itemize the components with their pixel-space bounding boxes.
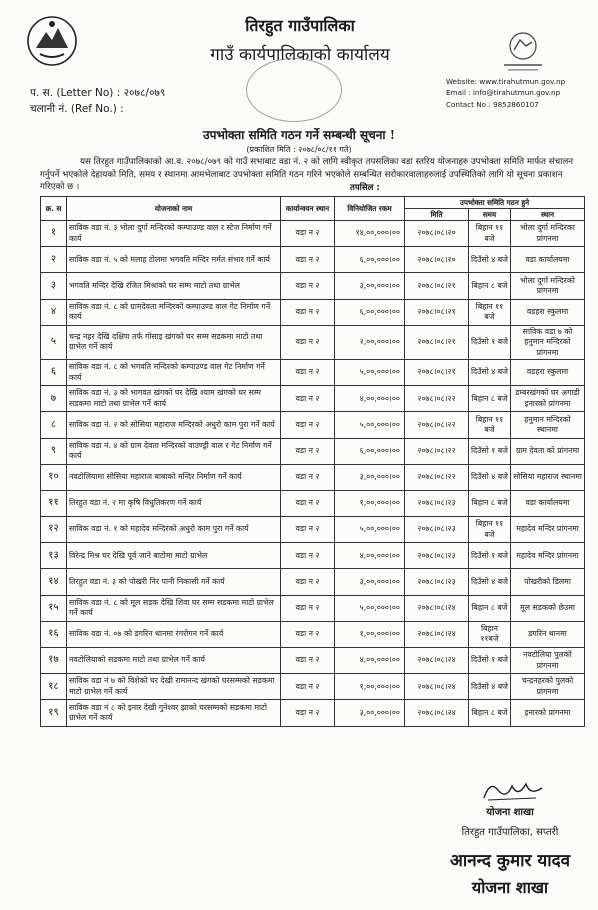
table-row — [41, 621, 585, 647]
cell-date: २०७८।०८।२२ — [405, 412, 469, 438]
table-row — [41, 247, 585, 273]
cell-place: भोला दुर्गा मन्दिरको प्रांगनमा — [511, 273, 585, 299]
header-budget: विनियोजित रकम — [335, 197, 405, 221]
cell-budget: ५,००,०००।०० — [335, 412, 405, 438]
handwritten-signature — [478, 776, 548, 804]
cell-time: दिउँसो ४ बजे — [469, 674, 511, 700]
cell-time: बिहान ८ बजे — [469, 700, 511, 726]
cell-date: २०७८।०८।२४ — [405, 674, 469, 700]
website: Website: www.tirahutmun.gov.np — [446, 77, 566, 86]
email: Email : info@tirahutmun.gov.np — [446, 88, 561, 98]
table-row — [41, 221, 585, 247]
table-row — [41, 674, 585, 700]
municipality-logo-icon — [492, 30, 554, 74]
table-row — [41, 273, 585, 299]
cell-time: बिहान ८ बजे — [469, 595, 511, 621]
cell-sn: २ — [41, 247, 67, 273]
cell-place: वडहरा स्कुलमा — [511, 359, 585, 385]
signature-office: तिरहुत गाउँपालिका, सप्तरी — [461, 827, 559, 838]
header-location: कार्यान्वयन स्थान — [281, 197, 335, 221]
cell-ward: वडा न २ — [281, 359, 335, 385]
cell-place: भोला दुर्गा मन्दिरका प्रांगनमा — [511, 221, 585, 247]
cell-ward: वडा न २ — [281, 490, 335, 516]
cell-sn: १२ — [41, 517, 67, 543]
cell-budget: २,००,०००।०० — [335, 325, 405, 359]
cell-place: नवटोलिया पुलको प्रांगनमा — [511, 648, 585, 674]
cell-date: २०७८।०८।२२ — [405, 464, 469, 490]
cell-sn: १ — [41, 221, 67, 247]
table-row — [41, 325, 585, 359]
cell-name: साविक वडा नं. ८ को मूल सडक देखि शिवा घर सम्म सडकमा माटो ग्राभेल गर्ने कार्य — [67, 595, 281, 621]
cell-date: २०७८।०८।२१ — [405, 325, 469, 359]
table-row — [41, 648, 585, 674]
notice-intro: यस तिरहुत गाउँपालिकाको आ.व. २०७८/०७९ को गाउँ सभाबाट वडा नं. २ को लागि स्वीकृत तपसलिका वडा स्तरिय योजनाहरु उपभोक्ता समिति मार्फत संचालन गर्नुपर्ने भएकोले देहायको मिति, समय र स्थानमा आमभेलाबाट उपभोक्ता समिति गठन गरिने भएकोले सम्बन्धित सरोकारवालाहरुलाई उपस्थितिको लागि यो सूचना प्रकाशन गरिएको छ । — [40, 157, 574, 193]
table-row — [41, 490, 585, 516]
cell-name: साविक वडा नं. ४ को ग्राम देवता मन्दिरको वाउण्ड्री वाल र गेट निर्माण गर्ने कार्य — [67, 438, 281, 464]
cell-name: साविक वडा नं. ०७ को डगरिन थानमा रंगरोगन गर्ने कार्य — [67, 621, 281, 647]
cell-time: बिहान ११बजे — [469, 621, 511, 647]
signatory-section: योजना शाखा — [471, 878, 549, 897]
cell-budget: १,००,०००।०० — [335, 674, 405, 700]
cell-ward: वडा न २ — [281, 464, 335, 490]
office-name: गाउँ कार्यपालिकाको कार्यालय — [210, 45, 390, 65]
cell-time: दिउँसो १ बजे — [469, 438, 511, 464]
cell-budget: १,००,०००।०० — [335, 490, 405, 516]
cell-budget: ४,००,०००।०० — [335, 648, 405, 674]
header-name: योजनाको नाम — [67, 197, 281, 221]
cell-date: २०७८।०८।२३ — [405, 569, 469, 595]
contact-box — [446, 76, 578, 112]
cell-name: साविक वडा नं ८ को इनार देखी गुनेश्वर झाको घरसम्मको सडकमा माटो ग्राभेल गर्ने कार्य — [67, 700, 281, 726]
cell-time: बिहान ११ बजे — [469, 221, 511, 247]
cell-time: दिउँसो १ बजे — [469, 543, 511, 569]
cell-sn: ७ — [41, 386, 67, 412]
cell-ward: वडा न २ — [281, 674, 335, 700]
cell-place: ग्राम देवता को प्रांगनमा — [511, 438, 585, 464]
cell-date: २०७८।०८।२४ — [405, 621, 469, 647]
cell-place: इनारको प्रांगनमा — [511, 700, 585, 726]
cell-date: २०७८।०८।२१ — [405, 299, 469, 325]
cell-name: भगवति मन्दिर देखि रंजित मिश्राको घर सम्म माटो तथा ग्राभेल — [67, 273, 281, 299]
cell-ward: वडा न २ — [281, 386, 335, 412]
cell-sn: ११ — [41, 490, 67, 516]
cell-budget: ४,००,०००।०० — [335, 543, 405, 569]
nepal-emblem-icon — [26, 14, 78, 68]
header-group: उपभोक्ता समिति गठन हुने — [405, 197, 585, 209]
cell-ward: वडा न २ — [281, 700, 335, 726]
cell-sn: १६ — [41, 621, 67, 647]
cell-ward: वडा न २ — [281, 569, 335, 595]
details-label: तपसिल : — [350, 183, 380, 193]
cell-date: २०७८।०८।२४ — [405, 700, 469, 726]
cell-sn: १४ — [41, 569, 67, 595]
cell-place: वडा कार्यालयमा — [511, 490, 585, 516]
cell-time: दिउँसो ४ बजे — [469, 569, 511, 595]
cell-sn: १८ — [41, 674, 67, 700]
cell-budget: ३,००,०००।०० — [335, 700, 405, 726]
cell-budget: ६,००,०००।०० — [335, 438, 405, 464]
cell-sn: १७ — [41, 648, 67, 674]
cell-name: तिरहुत वडा नं. ३ को पोखरी निर पानी निकासी गर्ने कार्य — [67, 569, 281, 595]
cell-date: २०७८।०८।२२ — [405, 386, 469, 412]
cell-budget: १,००,०००।०० — [335, 621, 405, 647]
cell-time: बिहान ८ बजे — [469, 490, 511, 516]
cell-budget: १४,००,०००।०० — [335, 221, 405, 247]
cell-place: डम्बरखंगको घर अगाडी इनारको प्रांगनमा — [511, 386, 585, 412]
cell-place: वडहरा स्कुलमा — [511, 299, 585, 325]
cell-time: दिउँसो ४ बजे — [469, 359, 511, 385]
header-sn: क्र. स — [41, 197, 67, 221]
cell-sn: १५ — [41, 595, 67, 621]
cell-sn: ६ — [41, 359, 67, 385]
cell-sn: ५ — [41, 325, 67, 359]
office-seal — [246, 58, 342, 122]
contact-number: Contact No : 9852860107 — [446, 99, 539, 109]
cell-sn: ४ — [41, 299, 67, 325]
cell-name: साविक वडा नं. १ को महादेव मन्दिरको अधुरो काम पुरा गर्ने कार्य — [67, 517, 281, 543]
cell-date: २०७८।०८।२३ — [405, 543, 469, 569]
cell-name: विरेन्द्र मिश्र घर देखि पूर्व जाने बाटोमा माटो ग्राभेल — [67, 543, 281, 569]
cell-budget: ६,००,०००।०० — [335, 299, 405, 325]
cell-place: चन्द्रनहरको पुलको प्रांगनमा — [511, 674, 585, 700]
reference-number: चलानी नं. (Ref No.) : — [30, 103, 124, 115]
cell-budget: ३,००,०००।०० — [335, 569, 405, 595]
cell-name: साविक वडा नं. ८ को भगवति मन्दिरको कम्पाउण्ड वाल गेट निर्माण गर्ने कार्य — [67, 359, 281, 385]
cell-time: दिउँसो ४ बजे — [469, 247, 511, 273]
cell-budget: ३,००,०००।०० — [335, 273, 405, 299]
cell-time: दिउँसो ४ बजे — [469, 464, 511, 490]
cell-ward: वडा न २ — [281, 648, 335, 674]
cell-budget: ५,००,०००।०० — [335, 359, 405, 385]
cell-place: मूल सडकको छेउमा — [511, 595, 585, 621]
header-time: समय — [469, 209, 511, 221]
cell-name: नवटोलियाको सडकमा माटो तथा ग्राभेल गर्ने कार्य — [67, 648, 281, 674]
cell-date: २०७८।०८।२२ — [405, 438, 469, 464]
cell-date: २०७८।०८।२० — [405, 247, 469, 273]
table-row — [41, 386, 585, 412]
cell-ward: वडा न २ — [281, 325, 335, 359]
cell-budget: ३,००,०००।०० — [335, 464, 405, 490]
schedule-table — [40, 196, 585, 727]
cell-time: बिहान ८ बजे — [469, 386, 511, 412]
cell-name: साविक वडा नं. ३ को भागवत खंगको घर देखि श्याम खंगको घर सम्म सडकमा माटो तथा ग्राभेल गर्ने कार्य — [67, 386, 281, 412]
cell-date: २०७८।०८।२१ — [405, 273, 469, 299]
signatory-name: आनन्द कुमार यादव — [449, 851, 571, 871]
cell-name: नवटोलियामा सोसिया महाराज बाबाको मन्दिर निर्माण गर्ने कार्य — [67, 464, 281, 490]
cell-time: बिहान ११ बजे — [469, 517, 511, 543]
table-row — [41, 700, 585, 726]
org-name: तिरहुत गाउँपालिका — [245, 16, 355, 35]
table-row — [41, 359, 585, 385]
cell-budget: ६,००,०००।०० — [335, 247, 405, 273]
cell-sn: १३ — [41, 543, 67, 569]
cell-time: बिहान ११ बजे — [469, 412, 511, 438]
cell-ward: वडा न २ — [281, 595, 335, 621]
cell-place: पोखरीको डिलमा — [511, 569, 585, 595]
table-row — [41, 595, 585, 621]
table-row — [41, 412, 585, 438]
cell-date: २०७८।०८।२४ — [405, 595, 469, 621]
cell-ward: वडा न २ — [281, 273, 335, 299]
cell-date: २०७८।०८।२३ — [405, 517, 469, 543]
published-date: (प्रकाशित मिति : २०७८/०८/११ गते) — [246, 145, 352, 154]
signature-section: योजना शाखा — [486, 807, 534, 818]
cell-name: तिरहुत वडा नं. २ मा कृषि विधुतिकरण गर्ने कार्य — [67, 490, 281, 516]
cell-name: चन्द्र नहर देखि दक्षिण तर्फ गोसाइ खंगको घर सम्म सडकमा माटो तथा ग्राभेल गर्ने कार्य — [67, 325, 281, 359]
cell-ward: वडा न २ — [281, 621, 335, 647]
cell-place: वडा कार्यालयमा — [511, 247, 585, 273]
table-row — [41, 543, 585, 569]
cell-place: महादेव मन्दिर प्रांगनमा — [511, 517, 585, 543]
cell-name: साविक वडा नं. २ को सोसिया महाराज मन्दिरको अधुरो काम पुरा गर्ने कार्य — [67, 412, 281, 438]
cell-sn: १० — [41, 464, 67, 490]
cell-name: साविक वडा नं. ८ को ग्रामदेवता मन्दिरको कम्पाउण्ड वाल गेट निर्माण गर्ने कार्य — [67, 299, 281, 325]
cell-place: डगरिन थानमा — [511, 621, 585, 647]
table-row — [41, 299, 585, 325]
cell-budget: ५,००,०००।०० — [335, 517, 405, 543]
cell-ward: वडा न २ — [281, 221, 335, 247]
cell-date: २०७८।०८।२१ — [405, 359, 469, 385]
cell-place: हनुमान मन्दिरको स्थानमा — [511, 412, 585, 438]
cell-place: महादेव मन्दिर प्रांगनमा — [511, 543, 585, 569]
header-date: मिति — [405, 209, 469, 221]
cell-sn: १९ — [41, 700, 67, 726]
header-place: स्थान — [511, 209, 585, 221]
cell-ward: वडा न २ — [281, 412, 335, 438]
table-row — [41, 438, 585, 464]
cell-time: दिउँसो १ बजे — [469, 325, 511, 359]
cell-name: साविक वडा नं ७ को विशेको घर देखी रामानन्द खंगको घरसम्मको सडकमा माटो ग्राभेल गर्ने कार्य — [67, 674, 281, 700]
cell-name: साविक वडा नं. ३ भोला दुर्गा मन्दिरको कम्पाउण्ड वाल र स्टेज निर्माण गर्ने कार्य — [67, 221, 281, 247]
cell-time: बिहान ८ बजे — [469, 273, 511, 299]
notice-subject: उपभोक्ता समिति गठन गर्ने सम्बन्धी सूचना ! — [203, 128, 395, 142]
cell-ward: वडा न २ — [281, 247, 335, 273]
cell-date: २०७८।०८।२४ — [405, 648, 469, 674]
cell-date: २०७८।०८।२३ — [405, 490, 469, 516]
cell-date: २०७८।०८।२० — [405, 221, 469, 247]
cell-place: सोसिया महाराज स्थानमा — [511, 464, 585, 490]
cell-sn: ८ — [41, 412, 67, 438]
cell-ward: वडा न २ — [281, 299, 335, 325]
cell-ward: वडा न २ — [281, 517, 335, 543]
cell-budget: ५,००,०००।०० — [335, 595, 405, 621]
cell-place: साविक वडा ७ को हनुमान मन्दिरको प्रांगनमा — [511, 325, 585, 359]
table-row — [41, 464, 585, 490]
table-row — [41, 569, 585, 595]
letter-number: प. स. (Letter No) : २०७८/०७९ — [30, 87, 166, 99]
cell-name: साविक वडा नं. ५ को मलाह टोलमा भगवति मन्दिर मर्मत संभार गर्ने कार्य — [67, 247, 281, 273]
table-row — [41, 517, 585, 543]
cell-ward: वडा न २ — [281, 438, 335, 464]
cell-sn: ९ — [41, 438, 67, 464]
cell-ward: वडा न २ — [281, 543, 335, 569]
cell-sn: ३ — [41, 273, 67, 299]
cell-time: बिहान ११ बजे — [469, 299, 511, 325]
cell-time: दिउँसो १ बजे — [469, 648, 511, 674]
cell-budget: ४,००,०००।०० — [335, 386, 405, 412]
